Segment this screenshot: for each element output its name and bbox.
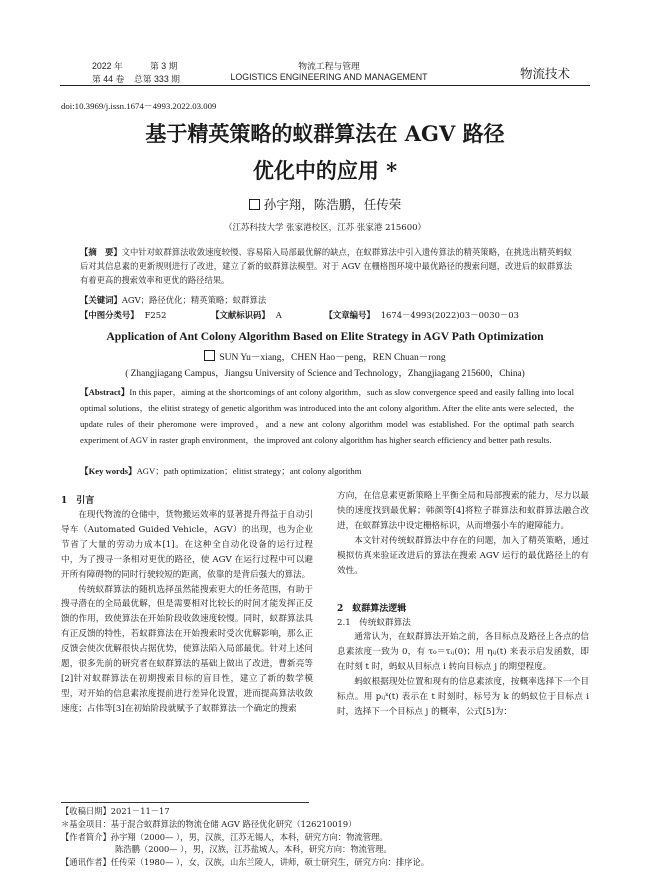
open-access-box-icon-en [204,350,215,361]
keywords-en-text: AGV；path optimization；elitist strategy；ant colony algorithm [136,466,362,476]
abstract-cn [80,246,572,287]
open-access-box-icon [249,199,260,210]
articleno-label: 【文章编号】 [324,310,375,320]
header-total: 总第 333 期 [134,74,180,84]
class-value: F252 [144,310,167,320]
footnote-author2: 陈浩鹏（2000— ），男，汉族，江苏盐城人，本科，研究方向：物流管理。 [115,844,392,855]
keywords-en-label: 【Key words】 [80,466,137,476]
left-paragraph-2: 传统蚁群算法的随机选择虽然能搜索更大的任务范围，有助于搜寻潜在的全局最优解，但是需要相对比较长的时间才能发挥正反馈的作用，致使算法在开始阶段收敛速度较慢。同时，蚁群算法具有正反馈的特性，若蚁群算法在开始搜索时受次优解影响，那么正反馈会使次优解很快占据优势，使算法陷入局部最优。针对上述问题，很多先前的研究者在蚁群算法的基础上做出了改进，曹新亮等[2]针对蚁群算法在初期搜索目标的盲目性，建立了新的数学模型，对开始的信息素浓度提前进行差异化设置，进而提高算法收敛速度；占伟等[3]在初始阶段就赋予了蚁群算法一个确定的搜索 [61,584,313,714]
header-journal-cn: 物流工程与管理 [298,61,360,71]
authors-en [0,349,650,363]
header-year: 2022 年 [92,61,123,71]
abstract-en-text: In this paper，aiming at the shortcomings of ant colony algorithm，such as slow convergence speed and easily falling into local optimal solutions，the elitist strategy of genetic algorithm was introduced into the ant colony algorithm. After the elite ants were selected，the update rules of their pheromone were improved，and a new ant colony algorithm model was established. For the optimal path search experiment of AGV in raster graph environment，the improved ant colony algorithm has higher search efficiency and better path results. [80,387,574,445]
header-volume: 第 44 卷 [92,74,125,84]
doccode-value: A [275,310,282,320]
abstract-cn-label: 【摘 要】 [80,247,122,257]
doccode-label: 【文献标识码】 [211,310,270,320]
left-column-body [61,508,313,717]
classification-row [80,309,580,321]
section-2-heading: 2 蚁群算法逻辑 [337,604,407,614]
doi: doi:10.3969/j.issn.1674－4993.2022.03.009 [61,101,217,111]
keywords-en [80,465,361,477]
affiliation-cn: （江苏科技大学 张家港校区，江苏 张家港 215600） [223,223,427,233]
right-paragraph-1: 方向，在信息素更新策略上平衡全局和局部搜索的能力，尽力以最快的速度找到最优解；韩颜等[4]将粒子群算法和蚁群算法融合改进，在蚁群算法中设定栅格标识，从而增强小车的避障能力。 [337,491,589,531]
footnotes [61,805,581,869]
left-paragraph-1: 在现代物流的仓储中，货物搬运效率的显著提升得益于自动引导车（Automated Guided Vehicle，AGV）的出现，也为企业节省了大量的劳动力成本[1]。在这种全自动化设备的运行过程中，为了搜寻一条相对更优的路径，使 AGV 在运行过程中可以避开所有障碍物的同时行驶较短的距离，依靠的是背后强大的算法。 [61,510,313,580]
keywords-cn [80,294,266,306]
title-en: Application of Ant Colony Algorithm Based on Elite Strategy in AGV Path Optimization [106,330,544,343]
title-line1: 基于精英策略的蚁群算法在 AGV 路径 [145,121,505,146]
header-column: 物流技术 [520,66,571,81]
authors-cn [0,195,650,213]
keywords-cn-text: AGV；路径优化；精英策略；蚁群算法 [121,295,267,305]
footnote-corresponding: 【通讯作者】任传荣（1980— ），女，汉族，山东兰陵人，讲师，硕士研究生，研究方向：排序论。 [61,857,430,868]
class-label: 【中图分类号】 [80,310,139,320]
keywords-cn-label: 【关键词】 [80,295,122,305]
articleno-value: 1674－4993(2022)03－0030－03 [380,310,519,320]
footnote-fund: ＊基金项目：基于混合蚁群算法的物流仓储 AGV 路径优化研究（126210019） [61,818,357,829]
footnote-rule [61,802,309,803]
authors-en-text: SUN Yu－xiang，CHEN Hao－peng，REN Chuan－rong [219,353,446,363]
section-2-1-heading: 2.1 传统蚁群算法 [337,618,411,628]
abstract-en-label: 【Abstract】 [80,387,130,397]
footnote-author1: 【作者简介】孙宇翔（2000— ），男，汉族，江苏无锡人，本科，研究方向：物流管理。 [61,831,388,842]
right-paragraph-4: 蚂蚁根据现处位置和现有的信息素浓度，按概率选择下一个目标点。用 pᵢⱼᵏ(t) 表示在 t 时刻时，标号为 k 的蚂蚁位于目标点 i 时，选择下一个目标点 j 的概率，公式[5]为： [337,676,589,717]
header-journal-en: LOGISTICS ENGINEERING AND MANAGEMENT [230,72,428,82]
abstract-cn-text: 文中针对蚁群算法收敛速度较慢、容易陷入局部最优解的缺点，在蚁群算法中引入遗传算法的精英策略，在挑选出精英蚂蚁后对其信息素的更新规则进行了改进，建立了新的蚁群算法模型。对于 AGV 在栅格图环境中最优路径的搜索问题，改进后的蚁群算法有着更高的搜索效率和更优的路径结果。 [80,247,572,285]
right-column-bottom [337,630,589,719]
right-paragraph-3: 通常认为，在蚁群算法开始之前，各目标点及路径上各点的信息素浓度一致为 0，有 τ₀＝τᵢⱼ(0)；用 ηᵢⱼ(t) 来表示启发函数，即在时刻 t 时，蚂蚁从目标点 i 转向目标点 j 的期望程度。 [337,632,589,672]
header-rule [60,85,590,86]
abstract-en [80,384,574,448]
header-issue: 第 3 期 [150,61,178,71]
footnote-received: 【收稿日期】2021－11－17 [61,806,170,816]
affiliation-en: ( Zhangjiagang Campus，Jiangsu University of Science and Technology，Zhangjiagang 215600，China) [125,369,525,379]
section-1-heading: 1 引言 [61,496,95,506]
authors-cn-text: 孙宇翔，陈浩鹏，任传荣 [263,197,402,212]
right-paragraph-2: 本文针对传统蚁群算法中存在的问题，加入了精英策略，通过模拟仿真来验证改进后的算法在搜索 AGV 运行的最优路径上的有效性。 [337,535,589,576]
title-line2: 优化中的应用 * [252,158,398,183]
right-column-top [337,489,589,578]
